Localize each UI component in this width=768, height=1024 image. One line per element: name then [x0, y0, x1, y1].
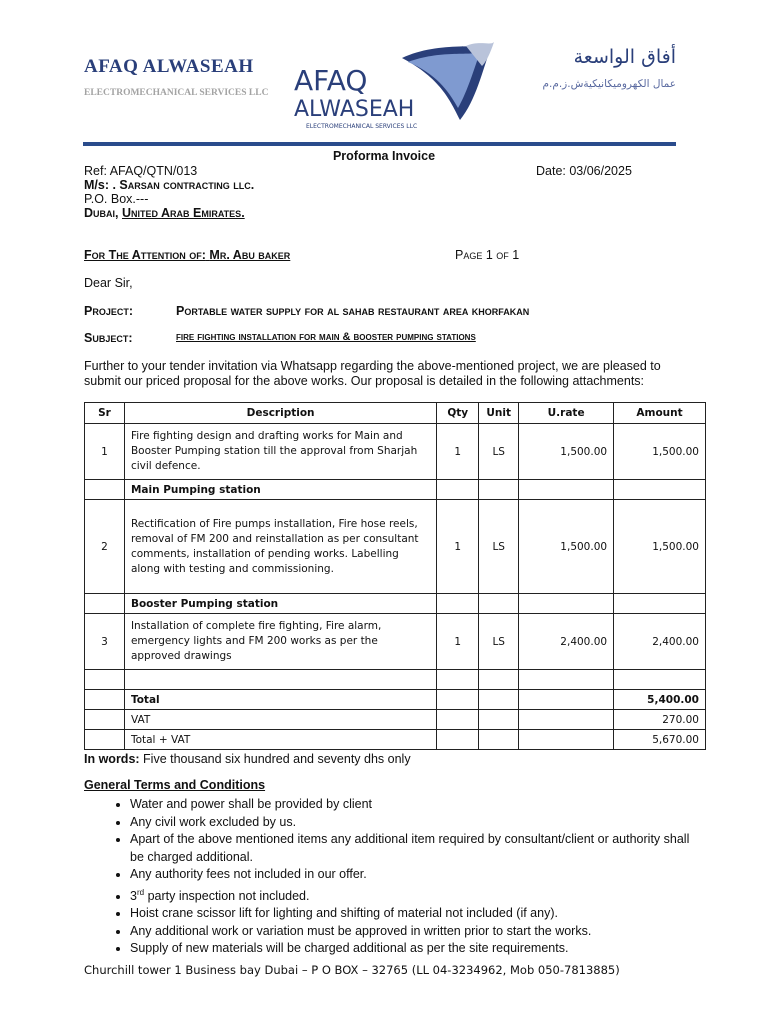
row-sr: 1 [85, 424, 125, 480]
header-unit: Unit [479, 403, 519, 424]
header-divider [83, 142, 676, 146]
logo-word-afaq: AFAQ [294, 64, 368, 97]
total-row [85, 690, 706, 710]
in-words-label: In words: [84, 752, 140, 766]
project-label: Project: [84, 304, 134, 318]
table-row [85, 500, 706, 594]
row-qty: 1 [437, 424, 479, 480]
empty-row [85, 670, 706, 690]
list-item-text: party inspection not included. [147, 888, 310, 903]
row-unit: LS [479, 614, 519, 670]
list-item: • Water and power shall be provided by client [130, 796, 704, 814]
row-rate: 2,400.00 [519, 614, 614, 670]
row-sr: 2 [85, 500, 125, 594]
ordinal-suffix: rd [136, 887, 145, 897]
row-qty: 1 [437, 500, 479, 594]
row-description: Fire fighting design and drafting works for Main and Booster Pumping station till the approval from Sharjah civil defence. [124, 424, 436, 480]
project-value: Portable water supply for al sahab restaurant area khorfakan [176, 304, 530, 318]
section-title: Main Pumping station [124, 480, 436, 500]
header-amount: Amount [614, 403, 706, 424]
table-row [85, 614, 706, 670]
table-row [85, 424, 706, 480]
grand-total-value: 5,670.00 [614, 730, 706, 750]
header-description: Description [124, 403, 436, 424]
list-item: • Supply of new materials will be charged additional as per the site requirements. [130, 940, 704, 958]
row-rate: 1,500.00 [519, 500, 614, 594]
row-description: Rectification of Fire pumps installation, Fire hose reels, removal of FM 200 and reinstallation as per consultant comments, installation of pending works. Labelling along with testing and commissioning. [124, 500, 436, 594]
attention-line [84, 248, 290, 262]
section-row [85, 480, 706, 500]
intro-paragraph: Further to your tender invitation via Whatsapp regarding the above-mentioned project, we are pleased to submit our priced proposal for the above works. Our proposal is detailed in the following attachments: [84, 359, 661, 388]
row-unit: LS [479, 500, 519, 594]
document-date: Date: 03/06/2025 [536, 164, 632, 178]
row-qty: 1 [437, 614, 479, 670]
attention-label: For The Attention of: [84, 248, 206, 262]
logo-tagline: ELECTROMECHANICAL SERVICES LLC [306, 123, 418, 130]
row-amount: 1,500.00 [614, 424, 706, 480]
header-qty: Qty [437, 403, 479, 424]
attention-name: Mr. Abu baker [209, 248, 291, 262]
total-label: Total [124, 690, 436, 710]
list-item: • Hoist crane scissor lift for lighting and shifting of material not included (if any). [130, 905, 704, 923]
grand-total-label: Total + VAT [124, 730, 436, 750]
vat-row [85, 710, 706, 730]
document-title: Proforma Invoice [332, 149, 436, 163]
list-item [130, 884, 704, 906]
row-amount: 2,400.00 [614, 614, 706, 670]
ordinal-number: 3 [130, 888, 137, 903]
section-row [85, 594, 706, 614]
header-urate: U.rate [519, 403, 614, 424]
list-item: • Apart of the above mentioned items any additional item required by consultant/client or authority shall be charged additional. [130, 831, 704, 866]
section-title: Booster Pumping station [124, 594, 436, 614]
list-item: • Any additional work or variation must be approved in written prior to start the works. [130, 923, 704, 941]
recipient-label: M/s: [84, 178, 109, 192]
address-city: Dubai, [84, 206, 119, 220]
total-value: 5,400.00 [614, 690, 706, 710]
row-amount: 1,500.00 [614, 500, 706, 594]
arabic-company-name: أفاق الواسعة [573, 46, 676, 68]
header-sr: Sr [85, 403, 125, 424]
arabic-company-subtitle: عمال الكهروميكانيكيةش.ز.م.م [542, 78, 676, 90]
logo-word-alwaseah: ALWASEAH [294, 97, 415, 122]
terms-title: General Terms and Conditions [84, 778, 266, 792]
list-item: • Any civil work excluded by us. [130, 814, 704, 832]
footer-address: Churchill tower 1 Business bay Dubai – P O BOX – 32765 (LL 04-3234962, Mob 050-7813885) [84, 963, 620, 977]
company-logo [290, 42, 496, 130]
in-words-value: Five thousand six hundred and seventy dhs only [143, 752, 411, 766]
subject-label: Subject: [84, 331, 133, 345]
vat-label: VAT [124, 710, 436, 730]
items-table [84, 402, 706, 750]
salutation: Dear Sir, [84, 276, 133, 290]
company-name: AFAQ ALWASEAH [84, 56, 254, 77]
row-description: Installation of complete fire fighting, Fire alarm, emergency lights and FM 200 works as per the approved drawings [124, 614, 436, 670]
row-sr: 3 [85, 614, 125, 670]
vat-value: 270.00 [614, 710, 706, 730]
address-line [84, 206, 245, 220]
list-item: • Any authority fees not included in our offer. [130, 866, 704, 884]
amount-in-words [84, 752, 411, 766]
terms-section [84, 778, 704, 958]
table-header-row [85, 403, 706, 424]
page-number: Page 1 of 1 [455, 248, 520, 262]
recipient-line [84, 178, 254, 192]
grand-total-row [85, 730, 706, 750]
row-rate: 1,500.00 [519, 424, 614, 480]
po-box: P.O. Box.--- [84, 192, 149, 206]
recipient-name: . Sarsan contracting llc. [112, 178, 255, 192]
row-unit: LS [479, 424, 519, 480]
reference-number: Ref: AFAQ/QTN/013 [84, 164, 198, 178]
address-country: United Arab Emirates. [121, 206, 245, 220]
subject-value: fire fighting installation for main & booster pumping stations [176, 331, 476, 343]
company-subtitle: ELECTROMECHANICAL SERVICES LLC [84, 88, 269, 98]
terms-list [84, 796, 704, 958]
